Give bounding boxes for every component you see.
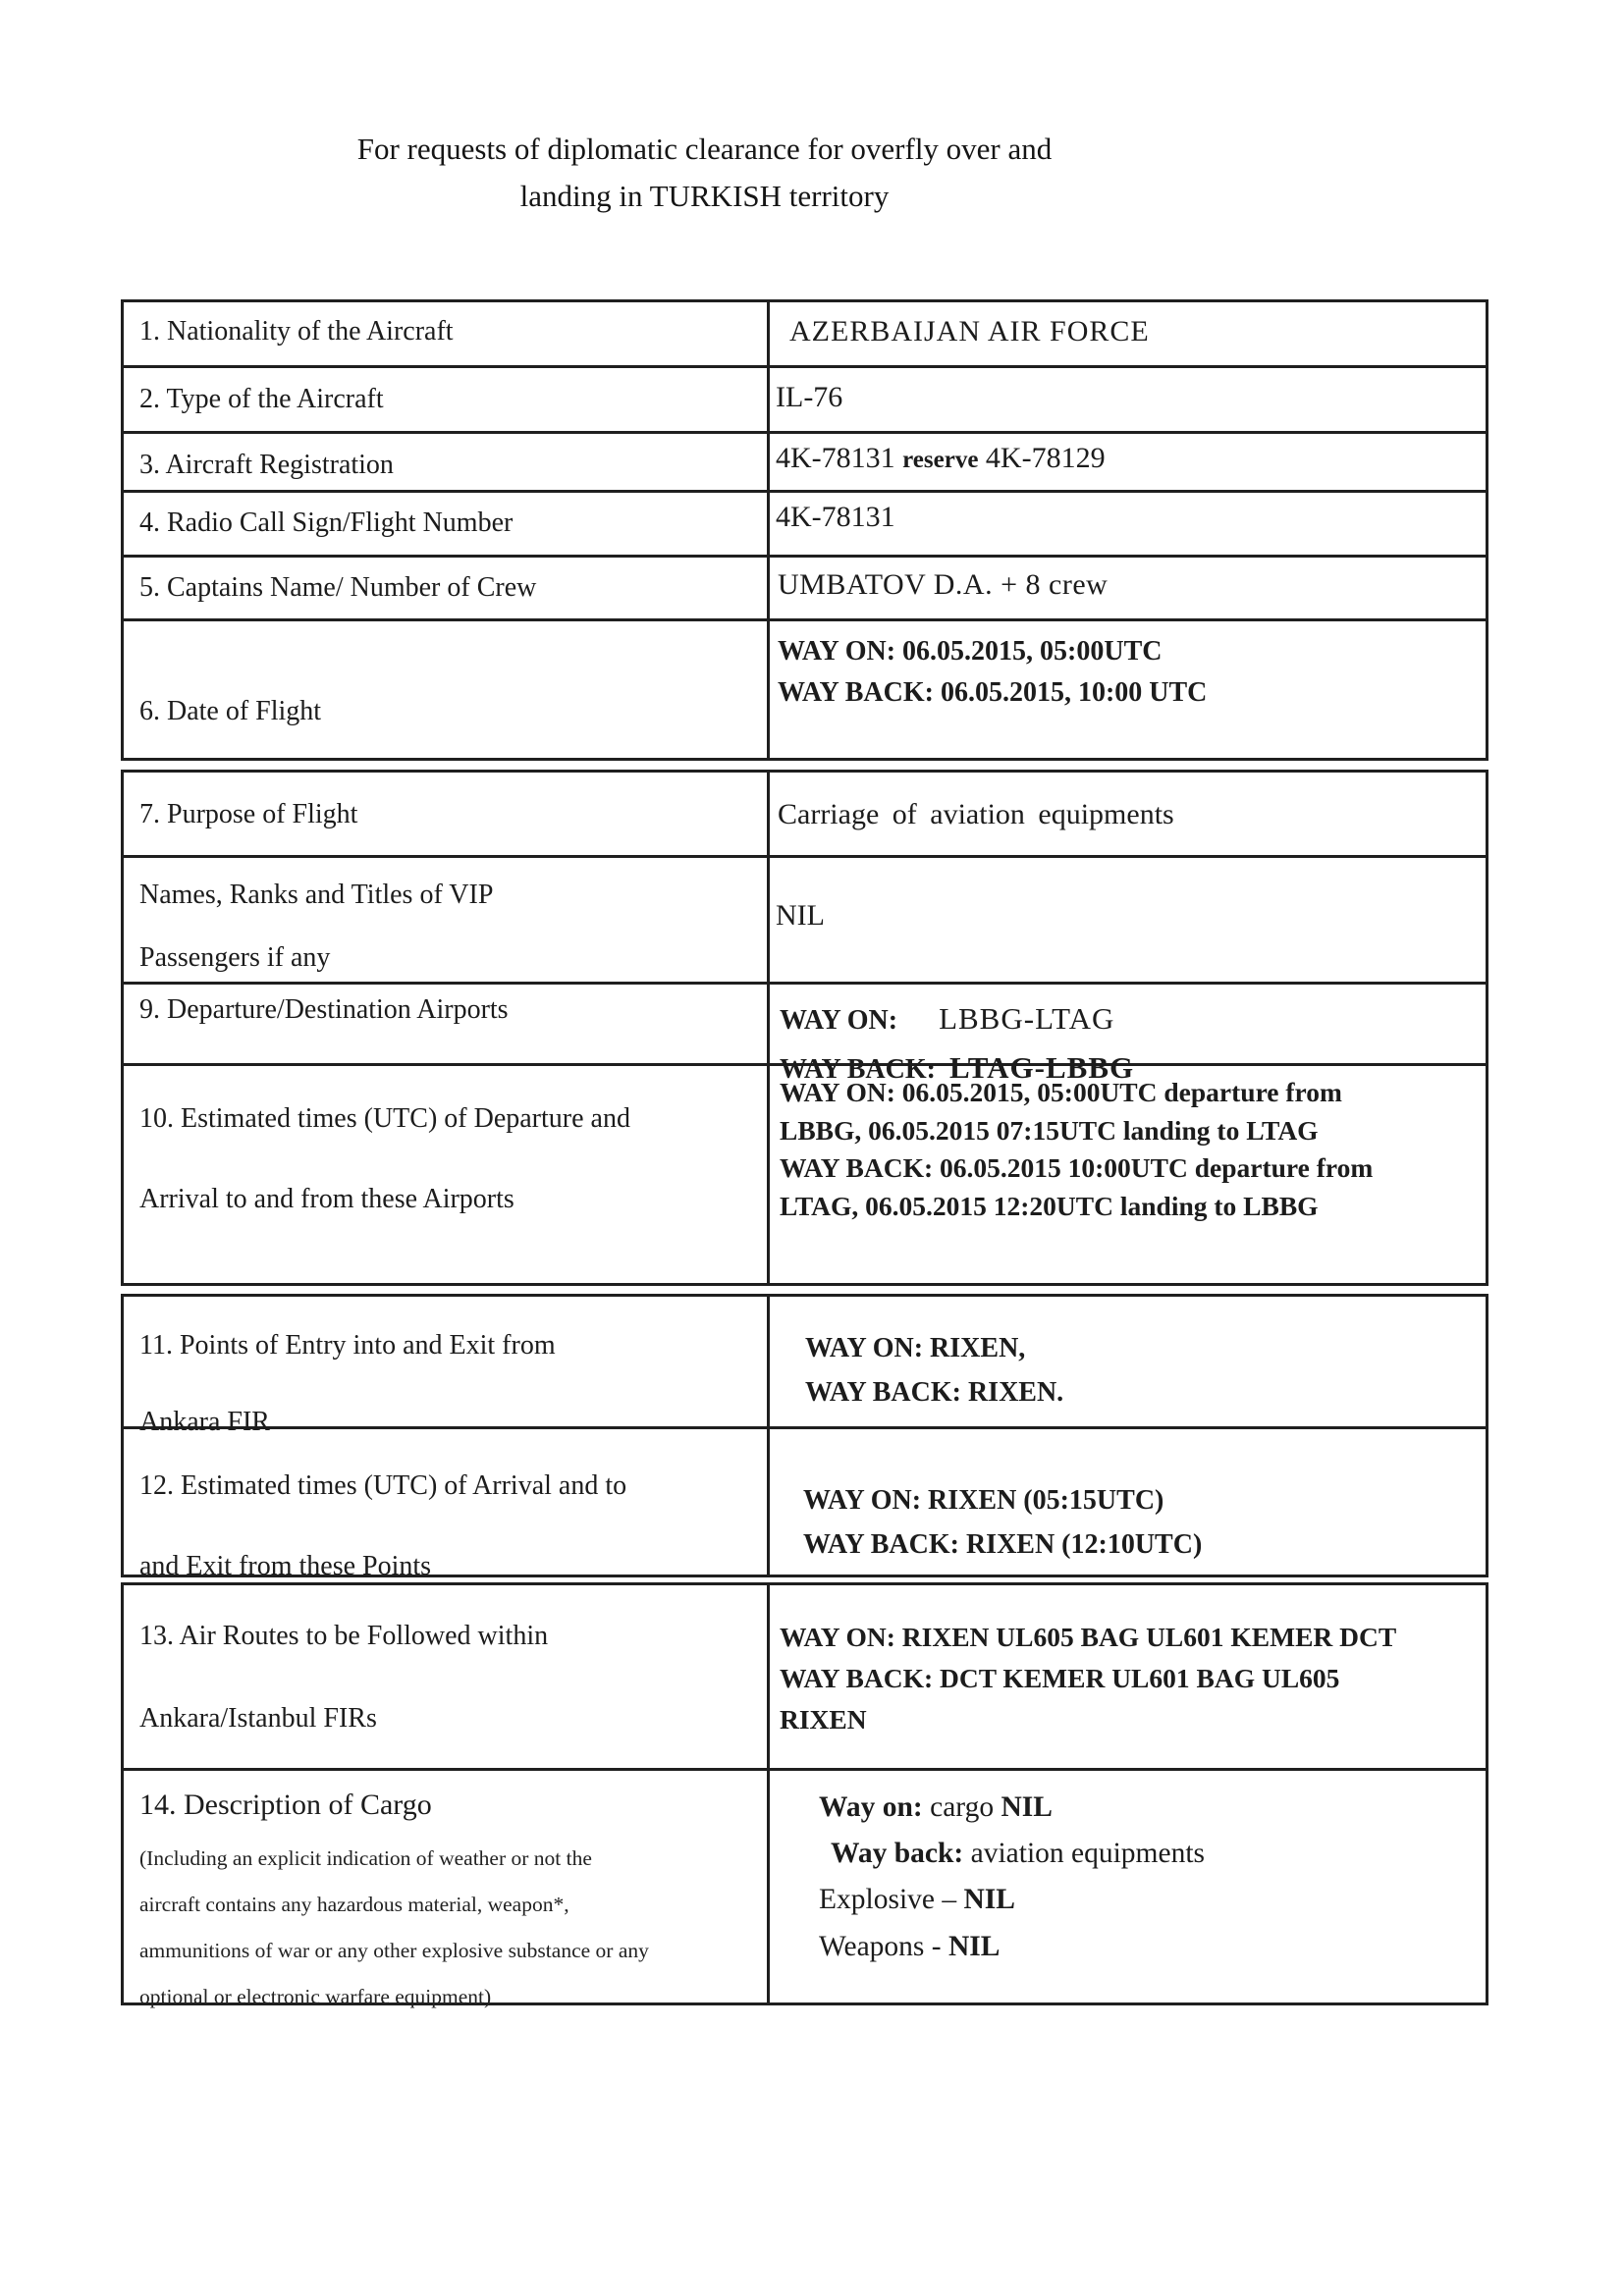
row-registration-value	[770, 434, 1486, 490]
row-purpose	[121, 770, 1488, 858]
cargo-way-on-nil: NIL	[1001, 1791, 1053, 1823]
cargo-weapons-label: Weapons -	[819, 1930, 942, 1962]
airports-way-back-route: LTAG-LBBG	[948, 1049, 1135, 1085]
row-airports-label: 9. Departure/Destination Airports	[124, 985, 770, 1063]
points-times-label-line1: 12. Estimated times (UTC) of Arrival and to	[139, 1470, 627, 1501]
row-estimated-times-airports	[121, 1063, 1488, 1286]
times-line-3: WAY BACK: 06.05.2015 10:00UTC departure from	[780, 1152, 1374, 1183]
airports-way-on-route: LBBG-LTAG	[939, 1001, 1115, 1036]
row-cargo-value	[770, 1771, 1486, 2002]
row-captain	[121, 555, 1488, 621]
cargo-label-title: 14. Description of Cargo	[139, 1789, 432, 1821]
row-callsign-value: 4K-78131	[776, 501, 895, 533]
points-times-way-back: WAY BACK: RIXEN (12:10UTC)	[803, 1529, 1203, 1561]
cargo-explosive-nil: NIL	[963, 1884, 1015, 1916]
airports-way-back-key: WAY BACK:	[780, 1053, 936, 1085]
entry-label-line2: Ankara FIR	[139, 1407, 270, 1437]
cargo-weapons-nil: NIL	[947, 1930, 1001, 1962]
times-line-4: LTAG, 06.05.2015 12:20UTC landing to LBBG	[780, 1190, 1319, 1221]
row-cargo-label	[124, 1771, 770, 2008]
cargo-way-back-key: Way back:	[831, 1838, 964, 1870]
cargo-way-on-val: cargo	[930, 1791, 995, 1823]
row-aircraft-type-label: 2. Type of the Aircraft	[124, 368, 770, 431]
row-entry-exit-points	[121, 1294, 1488, 1437]
cargo-way-on-key: Way on:	[819, 1791, 923, 1823]
routes-line-3: RIXEN	[780, 1703, 867, 1735]
row-purpose-value: Carriage of aviation equipments	[778, 798, 1174, 830]
document-title-line1: For requests of diplomatic clearance for overfly over and	[356, 132, 1053, 166]
cargo-explosive	[819, 1877, 1486, 1923]
row-flight-date-label: 6. Date of Flight	[124, 621, 770, 758]
row-captain-label: 5. Captains Name/ Number of Crew	[124, 558, 770, 618]
row-cargo	[121, 1768, 1488, 2008]
document-title	[177, 126, 1232, 220]
registration-reserve-word: reserve	[902, 447, 979, 473]
row-nationality-label: 1. Nationality of the Aircraft	[124, 302, 770, 365]
row-flight-date-value	[770, 621, 1486, 758]
entry-way-on: WAY ON: RIXEN,	[805, 1333, 1026, 1363]
row-registration	[121, 431, 1488, 493]
row-registration-label: 3. Aircraft Registration	[124, 434, 770, 490]
row-estimated-times-airports-value	[770, 1066, 1486, 1283]
routes-label-line2: Ankara/Istanbul FIRs	[139, 1703, 377, 1734]
clearance-form-table	[121, 299, 1488, 2008]
row-airports-value	[770, 985, 1486, 1085]
airports-way-on-key: WAY ON:	[780, 1005, 898, 1036]
entry-label-line1: 11. Points of Entry into and Exit from	[139, 1330, 556, 1361]
row-entry-exit-points-label	[124, 1297, 770, 1437]
cargo-note-line4: optional or electronic warfare equipment)	[139, 1984, 492, 2008]
row-nationality	[121, 299, 1488, 368]
vip-label-line1: Names, Ranks and Titles of VIP	[139, 880, 494, 910]
cargo-weapons	[819, 1924, 1486, 1970]
row-air-routes-label	[124, 1585, 770, 1768]
row-airports	[121, 982, 1488, 1085]
cargo-note-line3: ammunitions of war or any other explosive substance or any	[139, 1938, 649, 1962]
flight-date-way-on: WAY ON: 06.05.2015, 05:00UTC	[778, 636, 1163, 667]
routes-line-2: WAY BACK: DCT KEMER UL601 BAG UL605	[780, 1662, 1340, 1693]
times-line-1: WAY ON: 06.05.2015, 05:00UTC departure from	[780, 1077, 1342, 1107]
row-callsign	[121, 490, 1488, 558]
row-vip-passengers-value: NIL	[776, 899, 825, 932]
points-times-label-line2: and Exit from these Points	[139, 1551, 432, 1581]
cargo-label-note	[139, 1836, 767, 2019]
cargo-way-back	[819, 1831, 1486, 1877]
times-line-2: LBBG, 06.05.2015 07:15UTC landing to LTAG	[780, 1114, 1319, 1146]
registration-main: 4K-78131	[776, 442, 895, 474]
cargo-way-back-val: aviation equipments	[970, 1838, 1206, 1870]
registration-reserve-number: 4K-78129	[985, 442, 1106, 474]
row-entry-exit-points-value	[770, 1297, 1486, 1426]
row-aircraft-type	[121, 365, 1488, 434]
row-estimated-times-points	[121, 1426, 1488, 1581]
routes-label-line1: 13. Air Routes to be Followed within	[139, 1621, 549, 1651]
times-label-line1: 10. Estimated times (UTC) of Departure and	[139, 1103, 630, 1134]
cargo-note-line1: (Including an explicit indication of weather or not the	[139, 1846, 592, 1870]
cargo-way-on	[819, 1785, 1486, 1831]
points-times-way-on: WAY ON: RIXEN (05:15UTC)	[803, 1485, 1164, 1516]
cargo-note-line2: aircraft contains any hazardous material, weapon*,	[139, 1892, 569, 1916]
row-estimated-times-points-label	[124, 1429, 770, 1581]
flight-date-way-back: WAY BACK: 06.05.2015, 10:00 UTC	[778, 677, 1208, 708]
row-aircraft-type-value: IL-76	[776, 381, 843, 413]
row-air-routes	[121, 1582, 1488, 1771]
row-estimated-times-points-value	[770, 1429, 1486, 1575]
row-vip-passengers	[121, 855, 1488, 985]
row-purpose-label: 7. Purpose of Flight	[124, 773, 770, 855]
times-label-line2: Arrival to and from these Airports	[139, 1184, 514, 1214]
row-air-routes-value	[770, 1585, 1486, 1768]
airports-way-on	[780, 994, 1486, 1043]
row-captain-value: UMBATOV D.A. + 8 crew	[778, 568, 1109, 601]
row-estimated-times-airports-label	[124, 1066, 770, 1283]
row-callsign-label: 4. Radio Call Sign/Flight Number	[124, 493, 770, 555]
row-flight-date	[121, 618, 1488, 761]
routes-line-1: WAY ON: RIXEN UL605 BAG UL601 KEMER DCT	[780, 1622, 1397, 1652]
row-vip-passengers-label	[124, 858, 770, 982]
vip-label-line2: Passengers if any	[139, 942, 331, 973]
cargo-explosive-label: Explosive –	[819, 1884, 957, 1916]
entry-way-back: WAY BACK: RIXEN.	[805, 1377, 1064, 1409]
row-nationality-value: AZERBAIJAN AIR FORCE	[789, 315, 1150, 347]
document-title-line2: landing in TURKISH territory	[519, 179, 890, 214]
